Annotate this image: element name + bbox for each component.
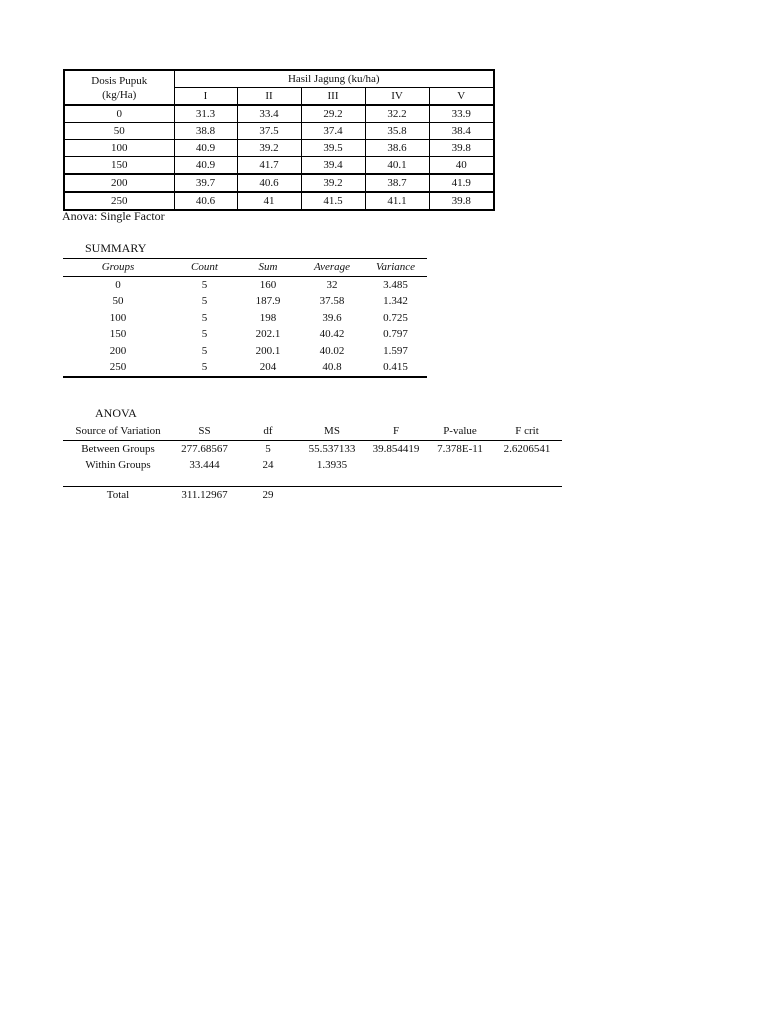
hasil-header: Hasil Jagung (ku/ha)	[174, 70, 494, 88]
sum-cell: 204	[236, 359, 300, 377]
ms-cell	[300, 486, 364, 503]
col-header: F	[364, 423, 428, 440]
col-header: V	[429, 88, 494, 106]
table-row	[63, 276, 427, 293]
pvalue-cell	[428, 486, 492, 503]
col-header: MS	[300, 423, 364, 440]
value-cell: 40.6	[174, 192, 237, 210]
col-header: Groups	[63, 259, 173, 277]
count-cell: 5	[201, 344, 208, 357]
table-row	[63, 440, 562, 457]
value-cell: 40.6	[237, 174, 301, 192]
value-cell: 41.9	[429, 174, 494, 192]
variance-cell: 1.342	[383, 295, 408, 308]
sum-cell: 198	[259, 311, 277, 324]
variance-cell: 0.415	[364, 359, 427, 377]
f-cell	[364, 486, 428, 503]
value-cell: 39.4	[301, 157, 365, 175]
source-cell: Total	[106, 488, 130, 501]
col-header: P-value	[428, 423, 492, 440]
dose-cell: 250	[64, 192, 174, 210]
count-cell: 5	[201, 328, 208, 341]
value-cell: 39.8	[429, 192, 494, 210]
pvalue-cell	[428, 457, 492, 474]
group-cell: 50	[112, 295, 124, 308]
source-cell: Between Groups	[81, 442, 155, 455]
value-cell: 38.8	[174, 123, 237, 140]
value-cell: 35.8	[365, 123, 429, 140]
dose-cell: 50	[64, 123, 174, 140]
dosis-header-label: Dosis Pupuk	[91, 74, 148, 87]
value-cell: 41.1	[365, 192, 429, 210]
variance-cell: 3.485	[383, 278, 408, 291]
count-cell: 5	[201, 295, 208, 308]
col-header: I	[174, 88, 237, 106]
count-cell: 5	[173, 359, 236, 377]
value-cell: 33.9	[429, 105, 494, 123]
average-cell: 40.02	[319, 344, 345, 357]
table-row	[64, 123, 494, 140]
dose-cell: 200	[64, 174, 174, 192]
value-cell: 40	[429, 157, 494, 175]
value-cell: 41.5	[301, 192, 365, 210]
value-cell: 40.1	[365, 157, 429, 175]
summary-title: SUMMARY	[85, 241, 147, 255]
table-row	[63, 359, 427, 377]
ss-cell: 277.68567	[181, 442, 228, 455]
f-cell	[364, 457, 428, 474]
value-cell: 40.9	[174, 157, 237, 175]
sum-cell: 200.1	[255, 344, 281, 357]
value-cell: 37.4	[301, 123, 365, 140]
summary-table	[63, 258, 427, 378]
fcrit-cell: 2.6206541	[503, 442, 551, 455]
f-cell: 39.854419	[372, 442, 420, 455]
group-cell: 0	[115, 278, 121, 291]
table-row	[64, 192, 494, 210]
table-row	[64, 105, 494, 123]
value-cell: 29.2	[301, 105, 365, 123]
value-cell: 33.4	[237, 105, 301, 123]
group-cell: 200	[109, 344, 127, 357]
df-cell: 29	[262, 488, 274, 501]
value-cell: 39.2	[301, 174, 365, 192]
anova-header-row	[63, 423, 562, 440]
average-cell: 37.58	[319, 295, 345, 308]
col-header: II	[237, 88, 301, 106]
variance-cell: 0.797	[383, 328, 408, 341]
ms-cell: 55.537133	[308, 442, 356, 455]
average-cell: 32	[326, 278, 338, 291]
value-cell: 41.7	[237, 157, 301, 175]
table-row	[64, 140, 494, 157]
dose-cell: 0	[64, 105, 174, 123]
source-cell: Within Groups	[85, 459, 151, 472]
table-row	[64, 174, 494, 192]
table-header-row	[64, 70, 494, 88]
count-cell: 5	[201, 278, 208, 291]
dosis-header	[64, 70, 174, 105]
spacer-row	[63, 474, 562, 487]
count-cell: 5	[201, 311, 208, 324]
table-row	[63, 457, 562, 474]
ms-cell: 1.3935	[316, 459, 348, 472]
table-row	[63, 310, 427, 327]
table-row	[63, 293, 427, 310]
value-cell: 39.2	[237, 140, 301, 157]
ss-cell: 311.12967	[181, 488, 228, 501]
value-cell: 38.7	[365, 174, 429, 192]
group-cell: 250	[63, 359, 173, 377]
value-cell: 40.9	[174, 140, 237, 157]
value-cell: 39.5	[301, 140, 365, 157]
table-row	[63, 343, 427, 360]
total-row	[63, 486, 562, 503]
value-cell: 37.5	[237, 123, 301, 140]
average-cell: 39.6	[322, 311, 342, 324]
group-cell: 100	[109, 311, 127, 324]
dose-cell: 100	[64, 140, 174, 157]
dose-cell: 150	[64, 157, 174, 175]
table-row	[63, 326, 427, 343]
col-header: SS	[173, 423, 236, 440]
sum-cell: 187.9	[255, 295, 281, 308]
pvalue-cell: 7.378E-11	[437, 442, 483, 455]
sum-cell: 202.1	[255, 328, 281, 341]
anova-single-factor-title: Anova: Single Factor	[62, 209, 165, 223]
value-cell: 41	[237, 192, 301, 210]
col-header: IV	[365, 88, 429, 106]
value-cell: 38.4	[429, 123, 494, 140]
yield-data-table	[63, 69, 495, 211]
col-header: Sum	[236, 259, 300, 277]
variance-cell: 1.597	[383, 344, 408, 357]
col-header: Count	[173, 259, 236, 277]
col-header: Average	[300, 259, 364, 277]
variance-cell: 0.725	[383, 311, 408, 324]
ss-cell: 33.444	[189, 459, 220, 472]
value-cell: 31.3	[174, 105, 237, 123]
value-cell: 39.7	[174, 174, 237, 192]
col-header: Variance	[364, 259, 427, 277]
table-row	[64, 157, 494, 175]
anova-table	[63, 423, 562, 503]
value-cell: 39.8	[429, 140, 494, 157]
df-cell: 24	[262, 459, 274, 472]
value-cell: 38.6	[365, 140, 429, 157]
col-header: df	[236, 423, 300, 440]
df-cell: 5	[265, 442, 271, 455]
value-cell: 32.2	[365, 105, 429, 123]
group-cell: 150	[109, 328, 127, 341]
summary-header-row	[63, 259, 427, 277]
col-header: F crit	[492, 423, 562, 440]
fcrit-cell	[492, 457, 562, 474]
anova-title: ANOVA	[95, 406, 137, 420]
average-cell: 40.42	[319, 328, 345, 341]
col-header: Source of Variation	[63, 423, 173, 440]
average-cell: 40.8	[300, 359, 364, 377]
sum-cell: 160	[259, 278, 277, 291]
col-header: III	[301, 88, 365, 106]
fcrit-cell	[492, 486, 562, 503]
dosis-header-unit: (kg/Ha)	[102, 88, 137, 101]
